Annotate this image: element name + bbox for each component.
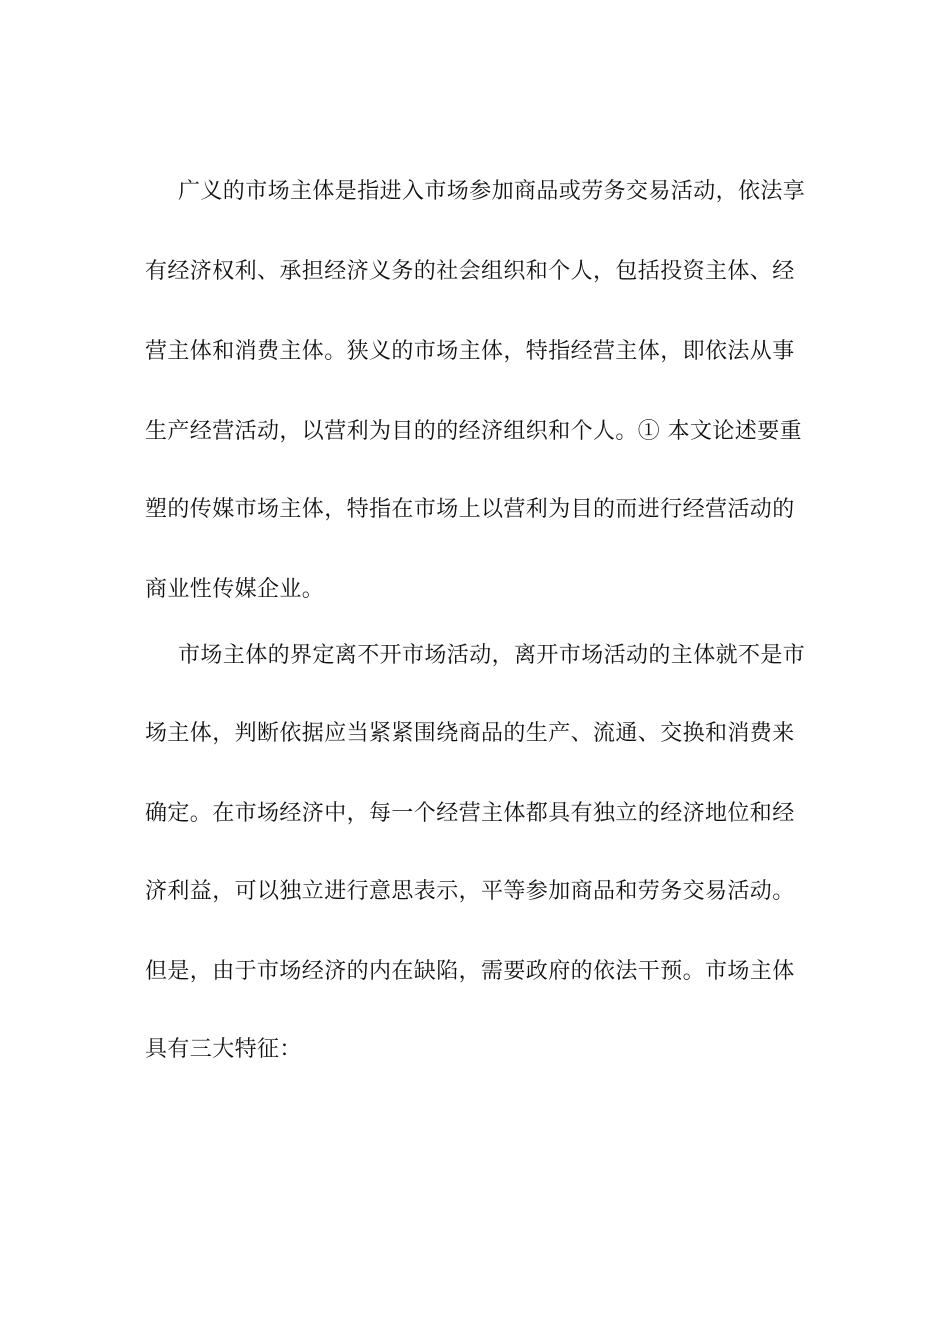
paragraph-line: 商业性传媒企业。	[145, 577, 325, 602]
paragraph-line: 场主体，判断依据应当紧紧围绕商品的生产、流通、交换和消费来	[145, 721, 795, 746]
paragraph-line: 确定。在市场经济中，每一个经营主体都具有独立的经济地位和经	[145, 801, 795, 826]
paragraph-line: 但是，由于市场经济的内在缺陷，需要政府的依法干预。市场主体	[145, 959, 795, 984]
paragraph-line: 有经济权利、承担经济义务的社会组织和个人，包括投资主体、经	[145, 259, 795, 284]
paragraph-line: 具有三大特征：	[145, 1037, 302, 1062]
paragraph-line: 塑的传媒市场主体，特指在市场上以营利为目的而进行经营活动的	[145, 497, 795, 522]
paragraph-line: 生产经营活动，以营利为目的的经济组织和个人。① 本文论述要重	[145, 419, 802, 444]
paragraph-line: 广义的市场主体是指进入市场参加商品或劳务交易活动，依法享	[178, 179, 806, 204]
paragraph-line: 市场主体的界定离不开市场活动，离开市场活动的主体就不是市	[178, 643, 806, 668]
paragraph-line: 营主体和消费主体。狭义的市场主体，特指经营主体，即依法从事	[145, 339, 795, 364]
paragraph-line: 济利益，可以独立进行意思表示，平等参加商品和劳务交易活动。	[145, 879, 795, 904]
